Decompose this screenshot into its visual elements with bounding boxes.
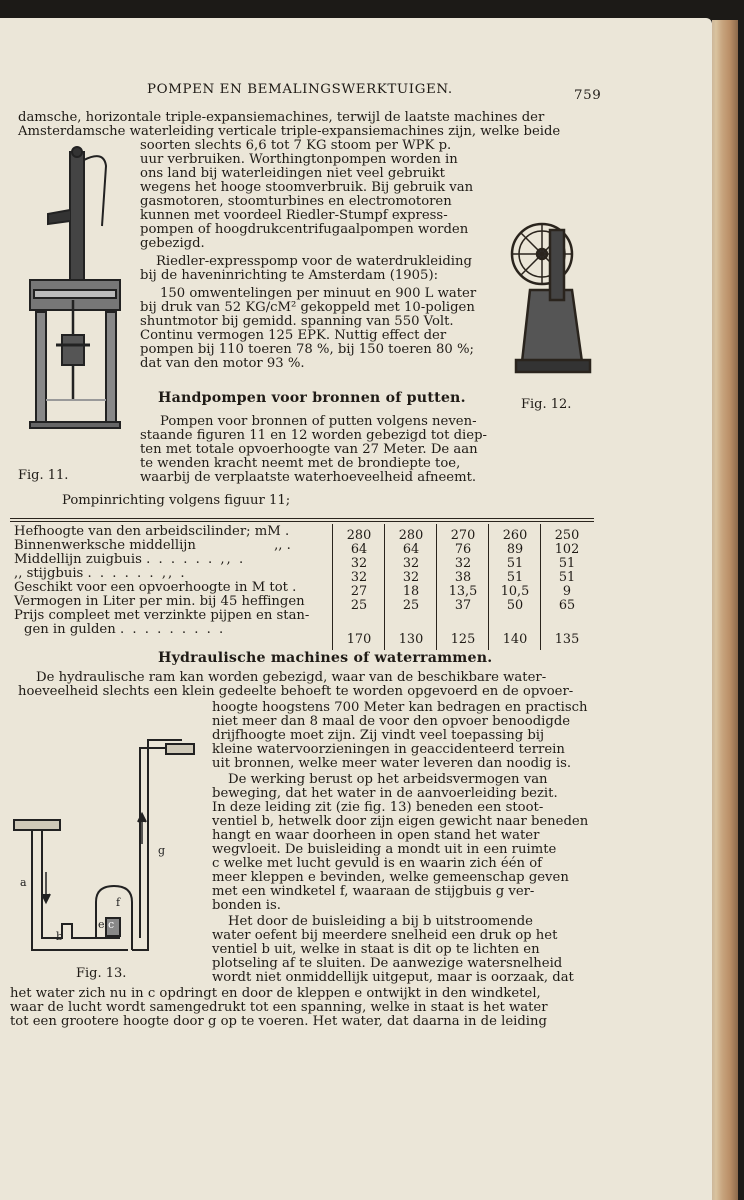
table-cell: 32	[402, 570, 420, 585]
text-line: Amsterdamsche waterleiding verticale triple-expansiemachines zijn, welke beide	[18, 124, 561, 139]
table-top-rule	[10, 518, 594, 519]
text-line: plotseling af te sluiten. De aanwezige watersnelheid	[212, 956, 563, 971]
text-line: te wenden kracht neemt met de brondiepte toe,	[140, 456, 461, 471]
text-line: c welke met lucht gevuld is en waarin zich één of	[212, 856, 543, 871]
fig13-hydraulic-ram-diagram	[10, 724, 200, 964]
table-cell: 32	[350, 570, 368, 585]
table-row-label: Middellijn zuigbuis . . . . . . ,, .	[14, 552, 246, 567]
fig13-caption: Fig. 13.	[76, 966, 127, 981]
text-line: met een windketel f, waaraan de stijgbuis g ver-	[212, 884, 535, 899]
table-row-label: Binnenwerksche middellijn ,, .	[14, 538, 291, 553]
table-row-label: Geschikt voor een opvoerhoogte in M tot .	[14, 580, 297, 595]
text-line: ons land bij waterleidingen niet veel gebruikt	[140, 166, 445, 181]
text-line: De hydraulische ram kan worden gebezigd, waar van de beschikbare water-	[36, 670, 547, 685]
text-line: Riedler-expresspomp voor de waterdrukleiding	[156, 254, 472, 269]
table-row-label: ,, stijgbuis . . . . . . ,, .	[14, 566, 187, 581]
table-cell: 51	[558, 556, 576, 571]
table-cell: 135	[554, 632, 580, 647]
table-cell: 76	[454, 542, 472, 557]
text-line: In deze leiding zit (zie fig. 13) beneden een stoot-	[212, 800, 544, 815]
table-cell: 89	[506, 542, 524, 557]
text-line: soorten slechts 6,6 tot 7 KG stoom per WPK p.	[140, 138, 452, 153]
fig13-label-e: e	[98, 918, 105, 931]
text-line: wegvloeit. De buisleiding a mondt uit in een ruimte	[212, 842, 557, 857]
text-line: hangt en waar doorheen in open stand het water	[212, 828, 540, 843]
text-line: bij druk van 52 KG/cM² gekoppeld met 10-poligen	[140, 300, 475, 315]
fig13-label-b: b	[56, 930, 64, 943]
table-row-label: Prijs compleet met verzinkte pijpen en stan-	[14, 608, 310, 623]
text-line: water oefent bij meerdere snelheid een druk op het	[212, 928, 558, 943]
text-line: beweging, dat het water in de aanvoerleiding bezit.	[212, 786, 558, 801]
text-line: meer kleppen e bevinden, welke gemeenschap geven	[212, 870, 569, 885]
text-line: uit bronnen, welke meer water leveren dan noodig is.	[212, 756, 572, 771]
text-line: shuntmotor bij gemidd. spanning van 550 Volt.	[140, 314, 454, 329]
table-cell: 125	[450, 632, 476, 647]
text-line: bonden is.	[212, 898, 281, 913]
table-cell: 270	[450, 528, 476, 543]
table-cell: 260	[502, 528, 528, 543]
table-col-separator	[436, 524, 437, 650]
text-line: wordt niet onmiddellijk uitgeput, maar is oorzaak, dat	[212, 970, 574, 985]
text-line: dat van den motor 93 %.	[140, 356, 305, 371]
table-col-separator	[488, 524, 489, 650]
table-col-separator	[332, 524, 333, 650]
table-row-label: Hefhoogte van den arbeidscilinder; mM .	[14, 524, 290, 539]
text-line: bij de haveninrichting te Amsterdam (1905):	[140, 268, 439, 283]
text-line: gebezigd.	[140, 236, 205, 251]
page-number: 759	[574, 88, 602, 103]
running-title: POMPEN EN BEMALINGSWERKTUIGEN.	[147, 82, 453, 97]
table-cell: 65	[558, 598, 576, 613]
table-cell: 170	[346, 632, 372, 647]
text-line: gasmotoren, stoomturbines en electromotoren	[140, 194, 452, 209]
table-cell: 18	[402, 584, 420, 599]
table-cell: 280	[398, 528, 424, 543]
table-cell: 51	[506, 556, 524, 571]
table-col-separator	[540, 524, 541, 650]
table-cell: 32	[402, 556, 420, 571]
fig13-label-g: g	[158, 844, 166, 857]
table-row-label: Vermogen in Liter per min. bij 45 heffingen	[14, 594, 305, 609]
table-cell: 27	[350, 584, 368, 599]
fig12-caption: Fig. 12.	[521, 397, 572, 412]
text-line: Het door de buisleiding a bij b uitstroomende	[228, 914, 533, 929]
text-line: niet meer dan 8 maal de voor den opvoer benoodigde	[212, 714, 571, 729]
table-cell: 51	[558, 570, 576, 585]
text-line: damsche, horizontale triple-expansiemachines, terwijl de laatste machines der	[18, 110, 545, 125]
section-heading-handpompen: Handpompen voor bronnen of putten.	[158, 390, 466, 406]
fig13-label-a: a	[20, 876, 27, 889]
table-cell: 25	[402, 598, 420, 613]
text-line: drijfhoogte moet zijn. Zij vindt veel toepassing bij	[212, 728, 545, 743]
text-line: hoeveelheid slechts een klein gedeelte behoeft te worden opgevoerd en de opvoer-	[18, 684, 574, 699]
fig11-caption: Fig. 11.	[18, 468, 69, 483]
table-cell: 64	[402, 542, 420, 557]
text-line: het water zich nu in c opdringt en door de kleppen e ontwijkt in den windketel,	[10, 986, 541, 1001]
table-cell: 38	[454, 570, 472, 585]
text-line: kunnen met voordeel Riedler-Stumpf express-	[140, 208, 448, 223]
fig12-express-pump-drawing	[508, 210, 594, 380]
table-top-rule-thin	[10, 521, 594, 522]
text-line: 150 omwentelingen per minuut en 900 L water	[160, 286, 477, 301]
text-line: De werking berust op het arbeidsvermogen van	[228, 772, 548, 787]
page-edge	[712, 20, 738, 1200]
table-cell: 64	[350, 542, 368, 557]
text-line: staande figuren 11 en 12 worden gebezigd tot diep-	[140, 428, 487, 443]
table-intro: Pompinrichting volgens figuur 11;	[62, 493, 291, 508]
text-line: ventiel b uit, welke in staat is dit op te lichten en	[212, 942, 540, 957]
table-cell: 280	[346, 528, 372, 543]
text-line: pompen bij 110 toeren 78 %, bij 150 toeren 80 %;	[140, 342, 474, 357]
table-cell: 10,5	[500, 584, 530, 599]
table-cell: 140	[502, 632, 528, 647]
table-cell: 13,5	[448, 584, 478, 599]
table-cell: 32	[350, 556, 368, 571]
fig11-hand-pump-drawing	[26, 140, 126, 430]
text-line: pompen of hoogdrukcentrifugaalpompen worden	[140, 222, 469, 237]
text-line: hoogte hoogstens 700 Meter kan bedragen en practisch	[212, 700, 588, 715]
text-line: Pompen voor bronnen of putten volgens neven-	[160, 414, 477, 429]
text-line: kleine watervoorzieningen in geaccidenteerd terrein	[212, 742, 565, 757]
table-cell: 9	[562, 584, 572, 599]
text-line: waarbij de verplaatste waterhoeveelheid afneemt.	[140, 470, 477, 485]
table-cell: 130	[398, 632, 424, 647]
text-line: wegens het hooge stoomverbruik. Bij gebruik van	[140, 180, 474, 195]
text-line: uur verbruiken. Worthingtonpompen worden in	[140, 152, 458, 167]
text-line: waar de lucht wordt samengedrukt tot een spanning, welke in staat is het water	[10, 1000, 548, 1015]
fig13-label-c: c	[108, 918, 115, 931]
text-line: tot een grootere hoogte door g op te voeren. Het water, dat daarna in de leiding	[10, 1014, 547, 1029]
table-cell: 250	[554, 528, 580, 543]
text-line: ten met totale opvoerhoogte van 27 Meter. De aan	[140, 442, 478, 457]
table-cell: 50	[506, 598, 524, 613]
text-line: ventiel b, hetwelk door zijn eigen gewicht naar beneden	[212, 814, 589, 829]
table-cell: 32	[454, 556, 472, 571]
table-cell: 25	[350, 598, 368, 613]
table-cell: 102	[554, 542, 580, 557]
table-row-label: gen in gulden . . . . . . . . .	[24, 622, 226, 637]
fig13-label-f: f	[116, 896, 121, 909]
table-col-separator	[384, 524, 385, 650]
table-cell: 51	[506, 570, 524, 585]
table-cell: 37	[454, 598, 472, 613]
text-line: Continu vermogen 125 EPK. Nuttig effect der	[140, 328, 447, 343]
section-heading-hydraulisch: Hydraulische machines of waterrammen.	[158, 650, 493, 666]
